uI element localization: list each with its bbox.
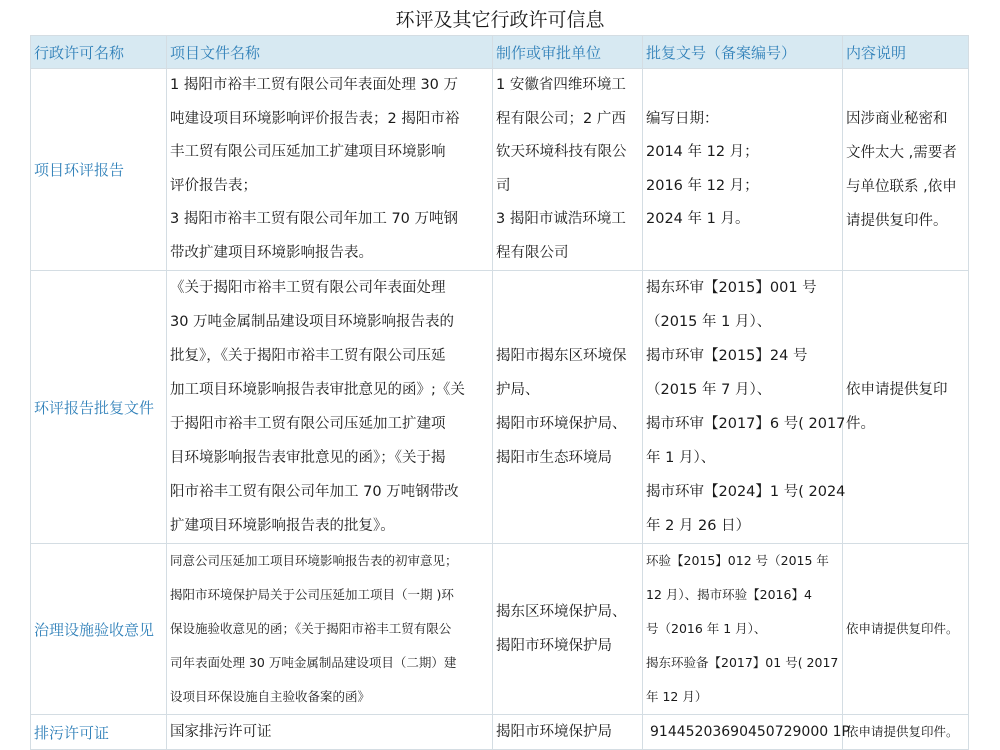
text-line: 揭阳市环境保护局 — [496, 638, 612, 654]
page-title: 环评及其它行政许可信息 — [395, 9, 605, 31]
text-line: 文件太大 ,需要者 — [846, 144, 957, 161]
permit-name: 项目环评报告 — [31, 69, 167, 271]
column-header-approval-number: 批复文号（备案编号） — [643, 36, 843, 69]
text-line: 30 万吨金属制品建设项目环境影响报告表的 — [170, 314, 455, 330]
text-line: 编写日期： — [646, 110, 719, 127]
file-name-cell — [167, 69, 493, 271]
approval-number-cell — [643, 544, 843, 715]
text-line: 号（2016 年 1 月）、 — [646, 621, 767, 636]
text-line: 揭阳市环境保护局关于公司压延加工项目（一期 )环 — [170, 587, 454, 602]
text-line: 揭阳市环境保护局、 — [496, 416, 627, 432]
text-line: 司 — [496, 177, 511, 194]
text-line: 年 12 月） — [646, 689, 708, 704]
text-line: 阳市裕丰工贸有限公司年加工 70 万吨钢带改 — [170, 484, 459, 500]
text-line: 依申请提供复印件。 — [846, 724, 959, 739]
text-line: 于揭阳市裕丰工贸有限公司压延加工扩建项 — [170, 416, 446, 432]
file-name-cell — [167, 544, 493, 715]
text-line: 加工项目环境影响报告表审批意见的函》;《关 — [170, 382, 465, 398]
text-line: 2014 年 12 月； — [646, 144, 759, 160]
text-line: 年 2 月 26 日） — [646, 518, 751, 534]
text-line: 年 1 月）、 — [646, 450, 716, 466]
text-line: 揭市环审【2024】1 号( 2024 — [646, 484, 846, 500]
text-line: 吨建设项目环境影响评价报告表；2 揭阳市裕 — [170, 110, 460, 127]
permit-name: 治理设施验收意见 — [31, 544, 167, 715]
text-line: 3 揭阳市诚浩环境工 — [496, 211, 626, 227]
text-line: 揭阳市环境保护局 — [496, 724, 612, 740]
description-cell — [843, 544, 969, 715]
text-line: （2015 年 1 月）、 — [646, 314, 772, 330]
text-line: 保设施验收意见的函；《关于揭阳市裕丰工贸有限公 — [170, 621, 452, 636]
column-header-issuing-unit: 制作或审批单位 — [493, 36, 643, 69]
text-line: 1 揭阳市裕丰工贸有限公司年表面处理 30 万 — [170, 77, 459, 93]
text-line: 揭东环验备【2017】01 号( 2017 — [646, 655, 839, 670]
text-line: 国家排污许可证 — [170, 724, 272, 740]
text-line: 2016 年 12 月； — [646, 177, 759, 194]
issuing-unit-cell — [493, 69, 643, 271]
text-line: 钦天环境科技有限公 — [496, 144, 627, 160]
text-line: 《关于揭阳市裕丰工贸有限公司年表面处理 — [170, 280, 446, 296]
column-header-file-name: 项目文件名称 — [167, 36, 493, 69]
issuing-unit-cell — [493, 715, 643, 750]
text-line: 揭东环审【2015】001 号 — [646, 280, 817, 296]
text-line: 目环境影响报告表审批意见的函》；《关于揭 — [170, 450, 446, 466]
permit-name: 排污许可证 — [31, 715, 167, 750]
column-header-permit-name: 行政许可名称 — [31, 36, 167, 69]
issuing-unit-cell — [493, 271, 643, 544]
approval-number-cell — [643, 69, 843, 271]
text-line: 2024 年 1 月。 — [646, 211, 750, 227]
text-line: 环验【2015】012 号（2015 年 — [646, 553, 829, 568]
text-line: 91445203690450729000 1P — [650, 724, 850, 740]
text-line: 设项目环保设施自主验收备案的函》 — [170, 689, 371, 704]
description-cell — [843, 69, 969, 271]
text-line: 丰工贸有限公司压延加工扩建项目环境影响 — [170, 144, 446, 160]
text-line: 因涉商业秘密和 — [846, 110, 948, 127]
table-header-row — [31, 36, 969, 69]
text-line: 护局、 — [496, 382, 540, 398]
text-line: 请提供复印件。 — [846, 212, 948, 229]
text-line: 依申请提供复印 — [846, 382, 948, 398]
table-row — [31, 69, 969, 271]
text-line: 扩建项目环境影响报告表的批复》。 — [170, 518, 395, 534]
text-line: 1 安徽省四维环境工 — [496, 77, 626, 93]
text-line: 程有限公司；2 广西 — [496, 110, 626, 127]
text-line: 司年表面处理 30 万吨金属制品建设项目（二期）建 — [170, 655, 457, 670]
text-line: 揭市环审【2015】24 号 — [646, 348, 808, 364]
text-line: 依申请提供复印件。 — [846, 621, 959, 636]
text-line: 带改扩建项目环境影响报告表。 — [170, 244, 373, 261]
issuing-unit-cell — [493, 544, 643, 715]
text-line: 批复》，《关于揭阳市裕丰工贸有限公司压延 — [170, 348, 446, 364]
file-name-cell — [167, 271, 493, 544]
text-line: 揭阳市揭东区环境保 — [496, 348, 627, 364]
description-cell — [843, 271, 969, 544]
permit-name: 环评报告批复文件 — [31, 271, 167, 544]
text-line: 揭东区环境保护局、 — [496, 604, 627, 620]
text-line: （2015 年 7 月）、 — [646, 382, 772, 398]
text-line: 12 月）、揭市环验【2016】4 — [646, 587, 812, 602]
permits-table — [30, 35, 969, 750]
text-line: 揭市环审【2017】6 号( 2017 — [646, 416, 846, 432]
approval-number-cell — [643, 715, 850, 750]
text-line: 程有限公司 — [496, 244, 569, 261]
text-line: 件。 — [846, 416, 875, 432]
approval-number-cell — [643, 271, 846, 544]
text-line: 与单位联系 ,依申 — [846, 178, 957, 195]
text-line: 3 揭阳市裕丰工贸有限公司年加工 70 万吨钢 — [170, 211, 459, 227]
file-name-cell — [167, 715, 493, 750]
table-row — [31, 544, 969, 715]
table-row — [31, 271, 969, 544]
description-cell — [843, 715, 969, 750]
text-line: 评价报告表； — [170, 177, 257, 194]
text-line: 揭阳市生态环境局 — [496, 450, 612, 466]
table-row — [31, 715, 969, 750]
column-header-description: 内容说明 — [843, 36, 969, 69]
text-line: 同意公司压延加工项目环境影响报告表的初审意见； — [170, 553, 458, 568]
